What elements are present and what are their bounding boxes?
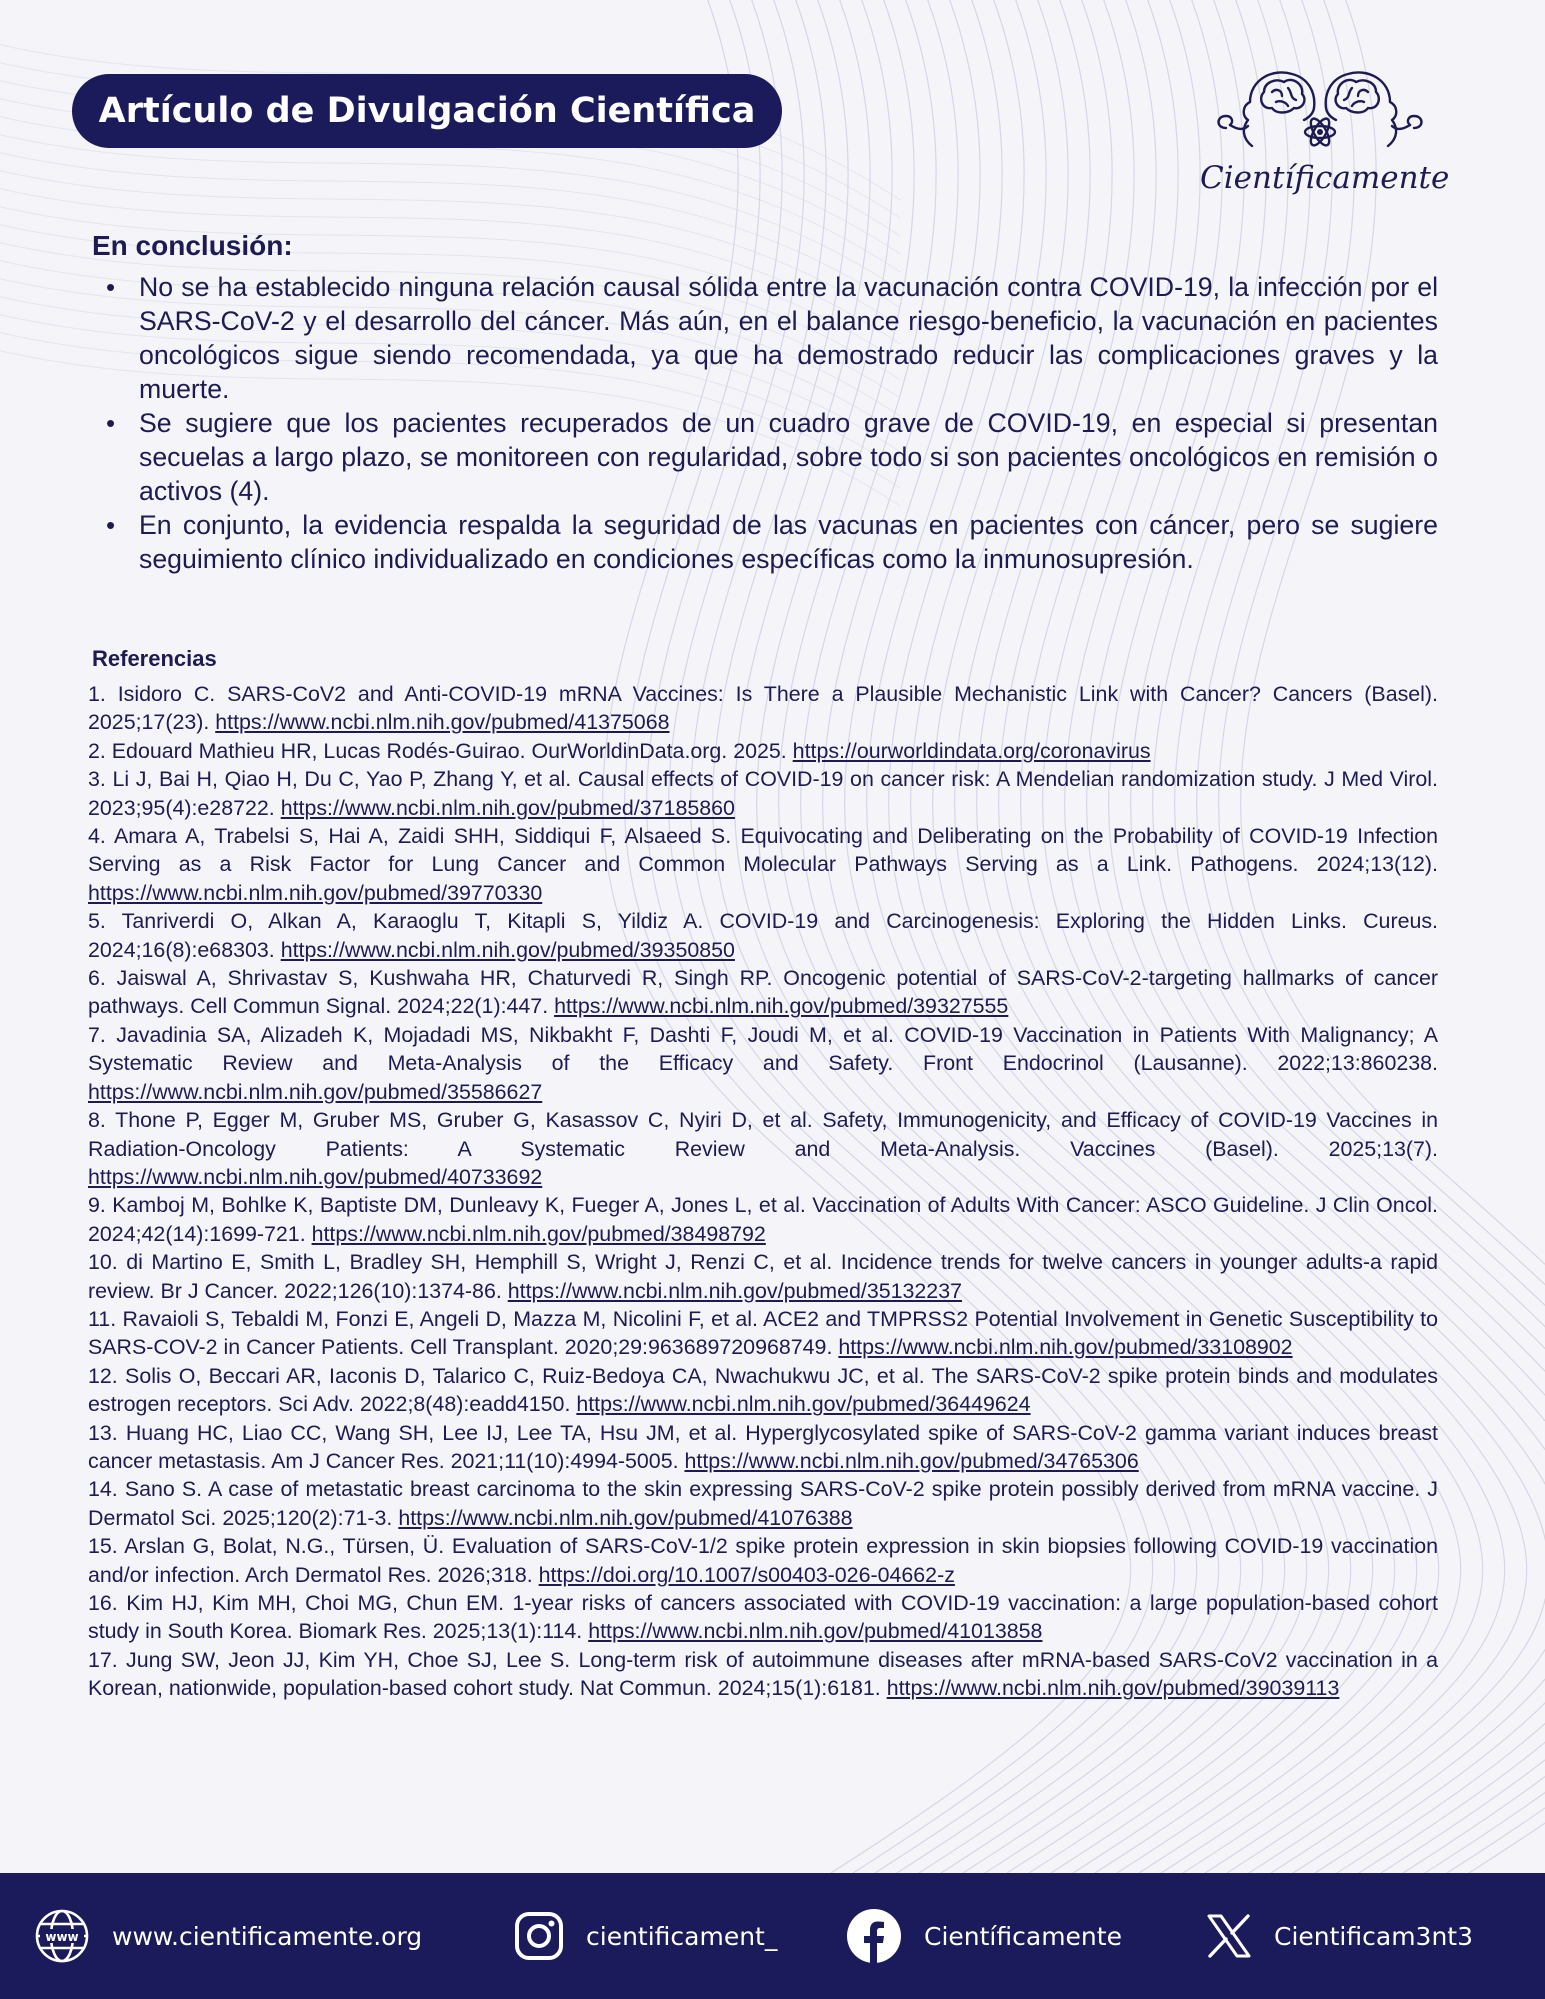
reference-text: 16. Kim HJ, Kim MH, Choi MG, Chun EM. 1-year risks of cancers associated with COVID-19 vaccination: a large population-based cohort study in South Korea. Biomark Res. 2025;13(1):114. [88,1591,1438,1644]
footer-instagram[interactable] [514,1873,777,1999]
wave-line [0,130,900,290]
footer [0,1873,1545,1999]
reference-item [88,1191,1438,1248]
reference-link[interactable]: https://www.ncbi.nlm.nih.gov/pubmed/40733692 [88,1164,543,1189]
logo [1200,58,1450,208]
reference-item [88,737,1438,765]
reference-link[interactable]: https://www.ncbi.nlm.nih.gov/pubmed/34765306 [684,1448,1139,1473]
reference-item [88,1021,1438,1106]
conclusion-item: • En conjunto, la evidencia respalda la seguridad de las vacunas en pacientes con cáncer, pero se sugiere seguimiento clínico individualizado en condiciones específicas como la inmunosupresión. [92,508,1438,576]
reference-item [88,1248,1438,1305]
page-title: Artículo de Divulgación Científica [72,74,782,148]
reference-text: 1. Isidoro C. SARS-CoV2 and Anti-COVID-19 mRNA Vaccines: Is There a Plausible Mechanistic Link with Cancer? Cancers (Basel). 2025;17(23). [88,682,1438,735]
reference-link[interactable]: https://www.ncbi.nlm.nih.gov/pubmed/39039113 [886,1676,1340,1701]
reference-item [88,765,1438,822]
website-text: www.cientificamente.org [112,1921,423,1951]
reference-link[interactable]: https://www.ncbi.nlm.nih.gov/pubmed/39350850 [280,937,735,962]
conclusion-list [92,270,1438,576]
reference-item [88,1475,1438,1532]
reference-text: 4. Amara A, Trabelsi S, Hai A, Zaidi SHH, Siddiqui F, Alsaeed S. Equivocating and Deliberating on the Probability of COVID-19 Infection Serving as a Risk Factor for Lung Cancer and Common Molecular Pathways Serving as a Link. Pathogens. 2024;13(12). [88,824,1438,877]
reference-link[interactable]: https://doi.org/10.1007/s00403-026-04662-z [538,1562,955,1587]
reference-text: 12. Solis O, Beccari AR, Iaconis D, Talarico C, Ruiz-Bedoya CA, Nwachukwu JC, et al. The SARS-CoV-2 spike protein binds and modulates estrogen receptors. Sci Adv. 2022;8(48):eadd4150. [88,1363,1438,1417]
reference-item [88,1362,1438,1419]
reference-text: 14. Sano S. A case of metastatic breast carcinoma to the skin expressing SARS-CoV-2 spike protein possibly derived from mRNA vaccine. J Dermatol Sci. 2025;120(2):71-3. [88,1477,1438,1530]
reference-item [88,907,1438,964]
reference-text: 10. di Martino E, Smith L, Bradley SH, Hemphill S, Wright J, Renzi C, et al. Incidence trends for twelve cancers in younger adults-a rapid review. Br J Cancer. 2022;126(10):1374-86. [88,1250,1438,1303]
facebook-text: Científicamente [924,1921,1122,1951]
reference-item [88,1532,1438,1589]
svg-text:www: www [45,1930,79,1944]
reference-link[interactable]: https://www.ncbi.nlm.nih.gov/pubmed/35586627 [88,1079,543,1104]
conclusion-item: • No se ha establecido ninguna relación causal sólida entre la vacunación contra COVID-19, la infección por el SARS-CoV-2 y el desarrollo del cáncer. Más aún, en el balance riesgo-beneficio, la vacunación en pacientes oncológicos sigue siendo recomendada, ya que ha demostrado reducir las complicaciones graves y la muerte. [92,270,1438,406]
conclusion-heading: En conclusión: [92,230,293,261]
reference-item [88,1305,1438,1362]
reference-link[interactable]: https://ourworldindata.org/coronavirus [792,738,1151,763]
reference-item [88,1419,1438,1476]
reference-link[interactable]: https://www.ncbi.nlm.nih.gov/pubmed/39327555 [554,994,1009,1019]
reference-link[interactable]: https://www.ncbi.nlm.nih.gov/pubmed/35132237 [507,1278,962,1303]
reference-text: 7. Javadinia SA, Alizadeh K, Mojadadi MS, Nikbakht F, Dashti F, Joudi M, et al. COVID-19 Vaccination in Patients With Malignancy; A Systematic Review and Meta-Analysis of the Efficacy and Safety. Front Endocrinol (Lausanne). 2022;13:860238. [88,1022,1438,1076]
reference-text: 15. Arslan G, Bolat, N.G., Türsen, Ü. Evaluation of SARS-CoV-1/2 spike protein expression in skin biopsies following COVID-19 vaccination and/or infection. Arch Dermatol Res. 2026;318. [88,1534,1438,1587]
references-list [88,680,1438,1703]
conclusion-item: • Se sugiere que los pacientes recuperados de un cuadro grave de COVID-19, en especial si presentan secuelas a largo plazo, se monitoreen con regularidad, sobre todo si son pacientes oncológicos en remisión o activos (4). [92,406,1438,508]
reference-text: 9. Kamboj M, Bohlke K, Baptiste DM, Dunleavy K, Fueger A, Jones L, et al. Vaccination of Adults With Cancer: ASCO Guideline. J Clin Oncol. 2024;42(14):1699-721. [88,1193,1438,1246]
reference-text: 2. Edouard Mathieu HR, Lucas Rodés-Guirao. OurWorldinData.org. 2025. [88,738,793,763]
reference-item [88,822,1438,907]
reference-link[interactable]: https://www.ncbi.nlm.nih.gov/pubmed/33108902 [838,1335,1293,1360]
brains-logo-icon [1212,58,1428,158]
references-heading: Referencias [92,646,217,671]
x-logo-icon [1206,1913,1252,1959]
facebook-icon [846,1908,902,1964]
footer-facebook[interactable] [846,1873,1122,1999]
logo-text: Científicamente [1200,160,1450,196]
reference-link[interactable]: https://www.ncbi.nlm.nih.gov/pubmed/38498792 [311,1221,766,1246]
reference-link[interactable]: https://www.ncbi.nlm.nih.gov/pubmed/37185860 [280,795,735,820]
reference-text: 17. Jung SW, Jeon JJ, Kim YH, Choe SJ, Lee S. Long-term risk of autoimmune diseases after mRNA-based SARS-CoV2 vaccination in a Korean, nationwide, population-based cohort study. Nat Commun. 2024;15(1):6181. [88,1647,1438,1701]
footer-x[interactable] [1206,1873,1473,1999]
reference-item [88,1589,1438,1646]
reference-link[interactable]: https://www.ncbi.nlm.nih.gov/pubmed/39770330 [88,880,543,905]
reference-link[interactable]: https://www.ncbi.nlm.nih.gov/pubmed/41375068 [215,710,670,735]
reference-text: 5. Tanriverdi O, Alkan A, Karaoglu T, Kitapli S, Yildiz A. COVID-19 and Carcinogenesis: Exploring the Hidden Links. Cureus. 2024;16(8):e68303. [88,909,1438,962]
reference-text: 13. Huang HC, Liao CC, Wang SH, Lee IJ, Lee TA, Hsu JM, et al. Hyperglycosylated spike of SARS-CoV-2 gamma variant induces breast cancer metastasis. Am J Cancer Res. 2021;11(10):4994-5005. [88,1420,1438,1473]
reference-text: 8. Thone P, Egger M, Gruber MS, Gruber G, Kasassov C, Nyiri D, et al. Safety, Immunogenicity, and Efficacy of COVID-19 Vaccines in Radiation-Oncology Patients: A Systematic Review and Meta-Analysis. Vaccines (Basel). 2025;13(7). [88,1108,1438,1161]
reference-item [88,1646,1438,1703]
reference-text: 3. Li J, Bai H, Qiao H, Du C, Yao P, Zhang Y, et al. Causal effects of COVID-19 on cancer risk: A Mendelian randomization study. J Med Virol. 2023;95(4):e28722. [88,767,1438,820]
reference-link[interactable]: https://www.ncbi.nlm.nih.gov/pubmed/41076388 [398,1505,853,1530]
reference-text: 6. Jaiswal A, Shrivastav S, Kushwaha HR, Chaturvedi R, Singh RP. Oncogenic potential of SARS-CoV-2-targeting hallmarks of cancer pathways. Cell Commun Signal. 2024;22(1):447. [88,966,1438,1019]
globe-icon [34,1908,90,1964]
reference-link[interactable]: https://www.ncbi.nlm.nih.gov/pubmed/36449624 [576,1392,1031,1417]
reference-item [88,680,1438,737]
reference-item [88,1106,1438,1191]
instagram-icon [514,1911,564,1961]
reference-item [88,964,1438,1021]
reference-link[interactable]: https://www.ncbi.nlm.nih.gov/pubmed/41013858 [588,1619,1043,1644]
x-text: Cientificam3nt3 [1274,1921,1473,1951]
instagram-text: cientificament_ [586,1921,778,1951]
reference-text: 11. Ravaioli S, Tebaldi M, Fonzi E, Angeli D, Mazza M, Nicolini F, et al. ACE2 and TMPRSS2 Potential Involvement in Genetic Susceptibility to SARS-COV-2 in Cancer Patients. Cell Transplant. 2020;29:963689720968749. [88,1306,1438,1360]
footer-website[interactable] [34,1873,422,1999]
